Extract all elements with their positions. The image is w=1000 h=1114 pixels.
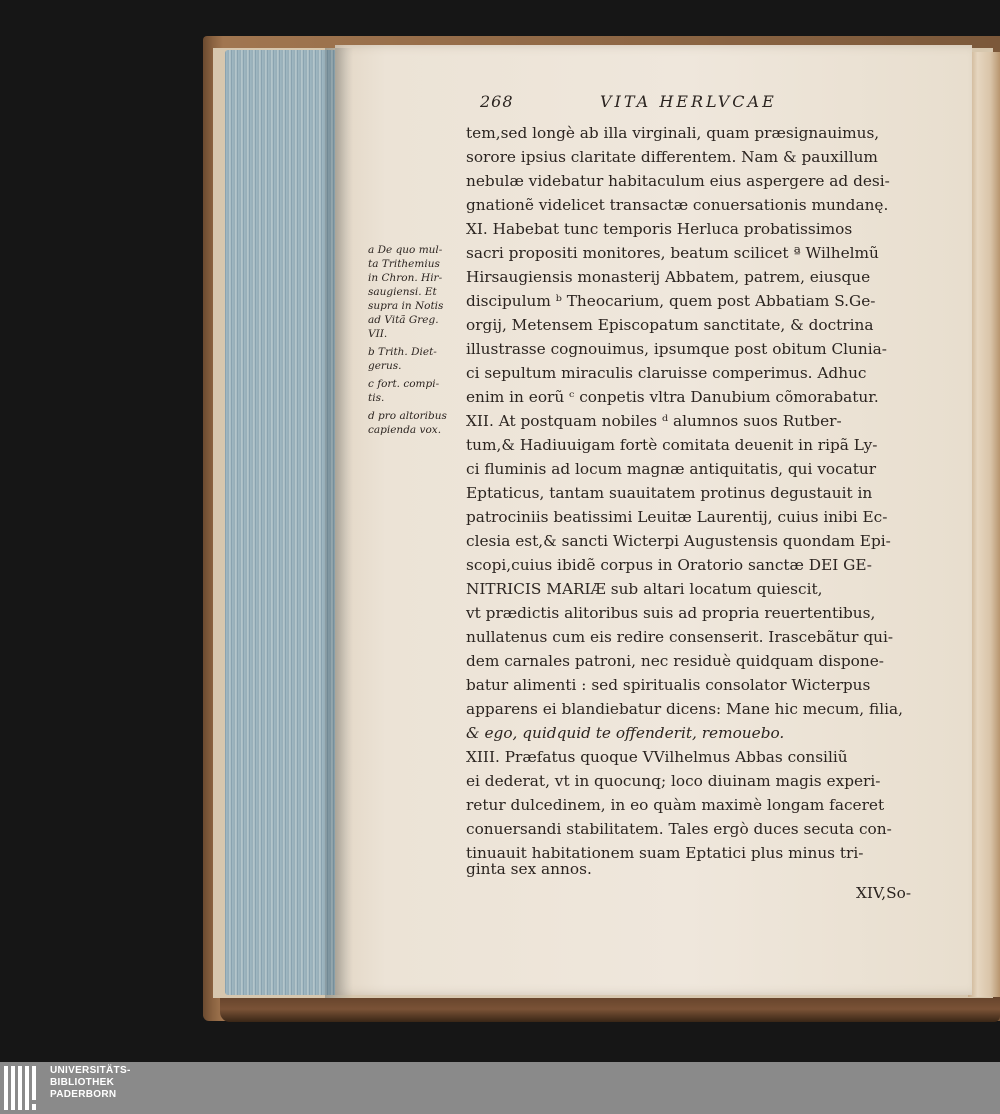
- body-line: enim in eorũ ᶜ conpetis vltra Danubium cõmorabatur.: [466, 388, 879, 406]
- note-line: d pro altoribus: [368, 410, 447, 422]
- note-line: ad Vitã Greg.: [368, 314, 439, 326]
- body-line: scopi,cuius ibidẽ corpus in Oratorio sanctæ DEI GE-: [466, 556, 872, 574]
- body-line: nullatenus cum eis redire consenserit. Irascebãtur qui-: [466, 628, 894, 646]
- page-number: 268: [480, 92, 514, 111]
- body-line: Hirsaugiensis monasterij Abbatem, patrem, eiusque: [466, 268, 871, 286]
- catchword: XIV,So-: [856, 884, 912, 902]
- logo-line-1: UNIVERSITÄTS-: [50, 1065, 131, 1076]
- body-line: illustrasse cognouimus, ipsumque post obitum Clunia-: [466, 340, 887, 358]
- note-line: b Trith. Diet-: [368, 346, 437, 358]
- note-line: in Chron. Hir-: [368, 272, 443, 284]
- body-line: sorore ipsius claritate differentem. Nam & pauxillum: [466, 148, 878, 166]
- body-line: clesia est,& sancti Wicterpi Augustensis quondam Epi-: [466, 532, 891, 550]
- body-line: conuersandi stabilitatem. Tales ergò duces secuta con-: [466, 820, 892, 838]
- body-line: XIII. Præfatus quoque VVilhelmus Abbas consiliũ: [466, 748, 848, 766]
- body-line: nebulæ videbatur habitaculum eius aspergere ad desi-: [466, 172, 890, 190]
- library-logo-icon: [4, 1066, 44, 1110]
- body-line: retur dulcedinem, in eo quàm maximè longam faceret: [466, 796, 885, 814]
- body-line: Eptaticus, tantam suauitatem protinus degustauit in: [466, 484, 873, 502]
- body-line: vt prædictis alitoribus suis ad propria reuertentibus,: [466, 604, 876, 622]
- body-line: tem,sed longè ab illa virginali, quam præsignauimus,: [466, 124, 880, 142]
- body-line: gnationẽ videlicet transactæ conuersationis mundanę.: [466, 196, 889, 214]
- body-line: patrociniis beatissimi Leuitæ Laurentij, cuius inibi Ec-: [466, 508, 888, 526]
- gutter-shadow: [325, 48, 353, 998]
- note-line: saugiensi. Et: [368, 286, 437, 298]
- running-title: VITA HERLVCAE: [600, 92, 777, 111]
- note-line: supra in Notis: [368, 300, 444, 312]
- note-line: tis.: [368, 392, 385, 404]
- page-header: [480, 92, 940, 116]
- body-line: & ego, quidquid te offenderit, remouebo.: [466, 724, 785, 742]
- body-line: orgij, Metensem Episcopatum sanctitate, & doctrina: [466, 316, 874, 334]
- body-line: sacri propositi monitores, beatum scilicet ª Wilhelmũ: [466, 244, 879, 262]
- note-line: capienda vox.: [368, 424, 442, 436]
- body-line: batur alimenti : sed spiritualis consolator Wicterpus: [466, 676, 871, 694]
- logo-line-3: PADERBORN: [50, 1089, 117, 1100]
- body-line: tum,& Hadiuuigam fortè comitata deuenit in ripã Ly-: [466, 436, 878, 454]
- library-logo-text: [50, 1065, 131, 1101]
- note-line: a De quo mul-: [368, 244, 443, 256]
- body-line: ginta sex annos.: [466, 860, 592, 878]
- body-line: dem carnales patroni, nec residuè quidquam dispone-: [466, 652, 884, 670]
- logo-line-2: BIBLIOTHEK: [50, 1077, 115, 1088]
- note-line: ta Trithemius: [368, 258, 440, 270]
- body-line: ci fluminis ad locum magnæ antiquitatis, qui vocatur: [466, 460, 877, 478]
- note-line: c fort. compi-: [368, 378, 440, 390]
- body-line: ci sepultum miraculis claruisse comperimus. Adhuc: [466, 364, 867, 382]
- body-line: XII. At postquam nobiles ᵈ alumnos suos Rutber-: [466, 412, 842, 430]
- note-line: gerus.: [368, 360, 402, 372]
- body-line: ei dederat, vt in quocunq; loco diuinam magis experi-: [466, 772, 881, 790]
- body-line: NITRICIS MARIÆ sub altari locatum quiescit,: [466, 580, 823, 598]
- right-page-leaves: [968, 52, 1000, 997]
- body-line: tinuauit habitationem suam Eptatici plus minus tri-: [466, 844, 864, 862]
- library-footer-bar: [0, 1062, 1000, 1114]
- note-line: VII.: [368, 328, 388, 340]
- body-line: discipulum ᵇ Theocarium, quem post Abbatiam S.Ge-: [466, 292, 876, 310]
- body-line: apparens ei blandiebatur dicens: Mane hic mecum, filia,: [466, 700, 903, 718]
- page-edges-blue: [225, 50, 337, 995]
- body-line: XI. Habebat tunc temporis Herluca probatissimos: [466, 220, 853, 238]
